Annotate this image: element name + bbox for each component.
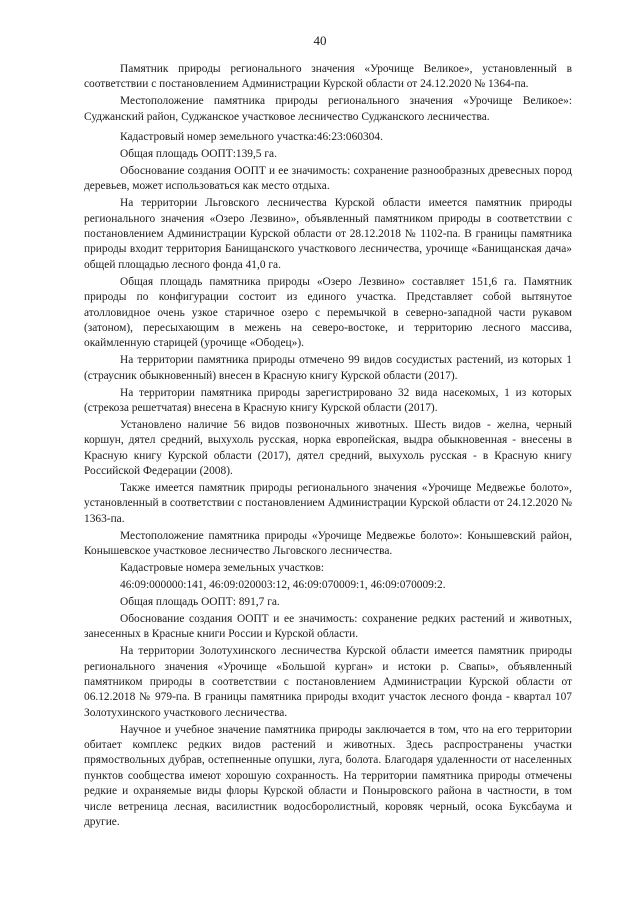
paragraph-lezvino-intro: На территории Льговского лесничества Курской области имеется памятник природы регионального значения «Озеро Лезвино», объявленный памятником природы в соответствии с постановлением Администрации Курской области от 28.12.2018 № 1102-па. В границы памятника природы входит территория Банищанского участкового лесничества, урочище «Банищанская дача» общей площадью лесного фонда 41,0 га. <box>84 197 572 271</box>
paragraph-velikoe-area: Общая площадь ООПТ:139,5 га. <box>120 148 277 161</box>
paragraph-velikoe-justification: Обоснование создания ООПТ и ее значимость: сохранение разнообразных древесных пород деревьев, может использоваться как место отдыха. <box>84 164 572 193</box>
paragraph-medvezhye-cadastral-label: Кадастровые номера земельных участков: <box>120 562 324 575</box>
paragraph-lezvino-insects: На территории памятника природы зарегистрировано 32 вида насекомых, 1 из которых (стрекоза решетчатая) внесена в Красную книгу Курской области (2017). <box>84 386 572 415</box>
paragraph-velikoe-established: Памятник природы регионального значения «Урочище Великое», установленный в соответствии с постановлением Администрации Курской области от 24.12.2020 № 1364-па. <box>84 63 572 91</box>
paragraph-medvezhye-established: Также имеется памятник природы регионального значения «Урочище Медвежье болото», установленный в соответствии с постановлением Администрации Курской области от 24.12.2020 № 1363-па. <box>84 482 572 525</box>
document-body <box>84 62 572 832</box>
paragraph-lezvino-area: Общая площадь памятника природы «Озеро Лезвино» составляет 151,6 га. Памятник природы по конфигурации состоит из единого участка. Представляет собой вытянутое атолловидное очень узкое старичное озеро с перемычкой в северно-западной части рукавом (затоном), пересыхающим в межень на северо-востоке, и территорию лесного массива, окаймленную старицей (урочище «Ободец»). <box>84 275 572 350</box>
paragraph-lezvino-plants: На территории памятника природы отмечено 99 видов сосудистых растений, из которых 1 (страусник обыкновенный) внесен в Красную книгу Курской области (2017). <box>84 354 572 382</box>
paragraph-medvezhye-justification: Обоснование создания ООПТ и ее значимость: сохранение редких растений и животных, занесенных в Красные книги России и Курской области. <box>84 612 572 641</box>
paragraph-medvezhye-location: Местоположение памятника природы «Урочище Медвежье болото»: Конышевский район, Конышевское участковое лесничество Льговского лесничества. <box>84 529 572 558</box>
paragraph-bolshoy-kurgan-significance: Научное и учебное значение памятника природы заключается в том, что на его территории обитает комплекс редких видов растений и животных. Здесь распространены участки прямоствольных дубрав, остепненные опушки, луга, болота. Благодаря удаленности от населенных пунктов сообщества имеют хорошую сохранность. На территории памятника природы отмечены редкие и охраняемые виды флоры Курской области и Поныровского района в частности, в том числе ветреница лесная, василистник водосборолистный, коровяк черный, осока Буксбаума и другие. <box>84 723 572 829</box>
paragraph-bolshoy-kurgan-intro: На территории Золотухинского лесничества Курской области имеется памятник природы регионального значения «Урочище «Большой курган» и истоки р. Свапы», объявленный памятником природы в соответствии с постановлением Администрации Курской области от 06.12.2018 № 979-па. В границы памятника природы входит участок лесного фонда - квартал 107 Золотухинского участкового лесничества. <box>84 645 572 719</box>
paragraph-velikoe-location: Местоположение памятника природы регионального значения «Урочище Великое»: Суджанский район, Суджанское участковое лесничество Суджанского лесничества. <box>84 95 572 123</box>
page-number: 40 <box>313 33 327 48</box>
paragraph-medvezhye-area: Общая площадь ООПТ: 891,7 га. <box>120 595 280 608</box>
paragraph-velikoe-cadastral: Кадастровый номер земельного участка:46:23:060304. <box>120 131 383 144</box>
paragraph-medvezhye-cadastral-numbers: 46:09:000000:141, 46:09:020003:12, 46:09:070009:1, 46:09:070009:2. <box>120 579 446 591</box>
paragraph-lezvino-vertebrates: Установлено наличие 56 видов позвоночных животных. Шесть видов - желна, черный коршун, дятел средний, выхухоль русская, норка европейская, выдра обыкновенная - внесены в Красную книгу Курской области (2017), дятел средний, выхухоль русская - в Красную книгу Российской Федерации (2008). <box>84 418 572 478</box>
